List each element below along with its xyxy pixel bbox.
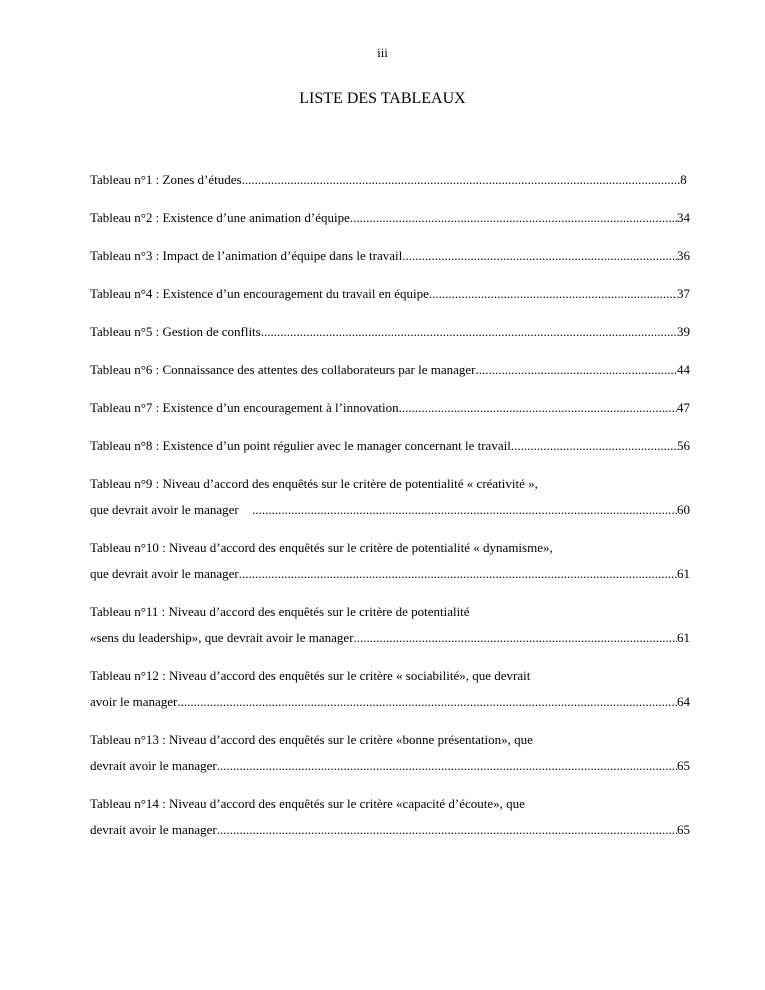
toc-entry-11[interactable]	[90, 602, 690, 647]
dot-leader	[177, 692, 677, 711]
dot-leader	[402, 246, 677, 265]
page-title: LISTE DES TABLEAUX	[299, 90, 466, 107]
toc-entry-2[interactable]	[90, 208, 690, 227]
toc-entry-13[interactable]	[90, 730, 690, 775]
entry-page: 47	[677, 400, 690, 415]
entry-label: Tableau n°2 : Existence d’une animation d’équipe	[90, 210, 350, 225]
entry-label: Tableau n°7 : Existence d’un encouragement à l’innovation	[90, 400, 399, 415]
dot-leader	[354, 628, 677, 647]
dot-leader	[261, 322, 677, 341]
dot-leader	[239, 564, 677, 583]
dot-leader	[217, 756, 677, 775]
entry-label: avoir le manager	[90, 694, 178, 709]
toc-entry-8[interactable]	[90, 436, 690, 455]
toc-entry-6[interactable]	[90, 360, 690, 379]
entry-page: 65	[677, 822, 690, 837]
entry-title-line: Tableau n°10 : Niveau d’accord des enquêtés sur le critère de potentialité « dynamisme»,	[90, 540, 553, 555]
entry-page: 39	[677, 324, 690, 339]
dot-leader	[399, 398, 677, 417]
toc-entry-7[interactable]	[90, 398, 690, 417]
entry-page: 36	[677, 248, 690, 263]
dot-leader	[350, 208, 677, 227]
entry-page: 44	[677, 362, 690, 377]
entry-page: 56	[677, 438, 690, 453]
toc-entry-3[interactable]	[90, 246, 690, 265]
dot-leader	[242, 170, 681, 189]
entry-label: Tableau n°3 : Impact de l’animation d’équipe dans le travail	[90, 248, 403, 263]
entry-page: 34	[677, 210, 690, 225]
entry-label: Tableau n°6 : Connaissance des attentes des collaborateurs par le manager	[90, 362, 476, 377]
dot-leader	[475, 360, 677, 379]
entry-title-line: Tableau n°13 : Niveau d’accord des enquêtés sur le critère «bonne présentation», que	[90, 732, 533, 747]
entry-page: 37	[677, 286, 690, 301]
entry-label: que devrait avoir le manager	[90, 502, 239, 517]
entry-page: 61	[677, 630, 690, 645]
toc-entry-9[interactable]	[90, 474, 690, 519]
dot-leader	[429, 284, 677, 303]
entry-label: Tableau n°5 : Gestion de conflits	[90, 324, 261, 339]
entry-label: Tableau n°8 : Existence d’un point régulier avec le manager concernant le travail	[90, 438, 511, 453]
entry-title-line: Tableau n°12 : Niveau d’accord des enquêtés sur le critère « sociabilité», que devrait	[90, 668, 531, 683]
entry-page: 61	[677, 566, 690, 581]
entry-title-line: Tableau n°11 : Niveau d’accord des enquêtés sur le critère de potentialité	[90, 604, 470, 619]
entry-title-line: Tableau n°9 : Niveau d’accord des enquêtés sur le critère de potentialité « créativité »,	[90, 476, 538, 491]
entry-label: «sens du leadership», que devrait avoir le manager	[90, 630, 354, 645]
dot-leader	[252, 500, 677, 519]
dot-leader	[511, 436, 677, 455]
entry-label: Tableau n°4 : Existence d’un encouragement du travail en équipe	[90, 286, 429, 301]
toc-entry-1[interactable]	[90, 170, 690, 189]
toc-entry-12[interactable]	[90, 666, 690, 711]
toc-entry-10[interactable]	[90, 538, 690, 583]
entry-label: Tableau n°1 : Zones d’études	[90, 172, 242, 187]
entry-label: que devrait avoir le manager	[90, 566, 239, 581]
entry-page: 65	[677, 758, 690, 773]
toc-entry-14[interactable]	[90, 794, 690, 839]
toc-entry-4[interactable]	[90, 284, 690, 303]
entry-label: devrait avoir le manager	[90, 822, 217, 837]
entry-page: 8	[680, 172, 687, 187]
toc-entry-5[interactable]	[90, 322, 690, 341]
entry-page: 64	[677, 694, 690, 709]
list-of-tables	[90, 170, 690, 858]
entry-title-line: Tableau n°14 : Niveau d’accord des enquêtés sur le critère «capacité d’écoute», que	[90, 796, 525, 811]
dot-leader	[217, 820, 677, 839]
entry-label: devrait avoir le manager	[90, 758, 217, 773]
page-number: iii	[377, 45, 388, 60]
entry-page: 60	[677, 502, 690, 517]
